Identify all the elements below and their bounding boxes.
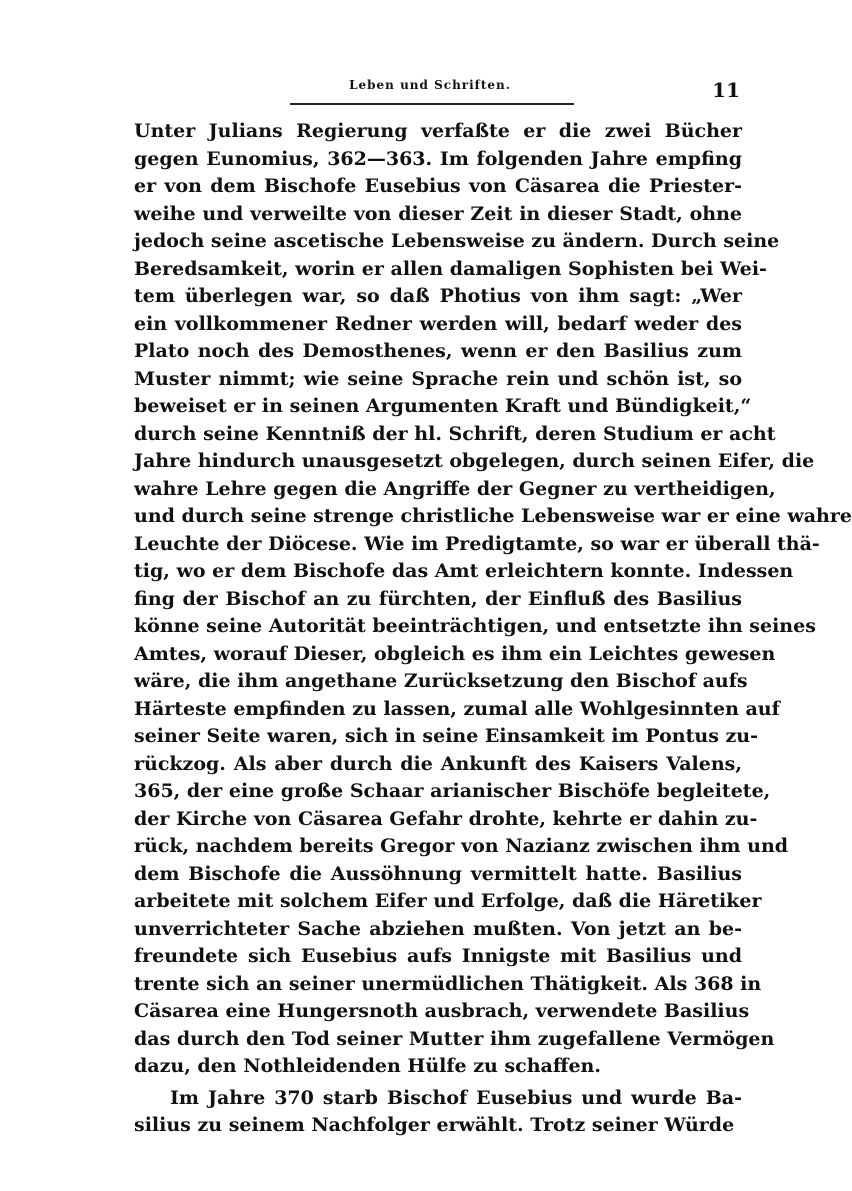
text-line: gegen Eunomius, 362—363. Im folgenden Jahre empfing [134,147,742,170]
text-line: Muster nimmt; wie seine Sprache rein und schön ist, so [134,367,742,390]
text-line: das durch den Tod seiner Mutter ihm zugefallene Vermögen [134,1027,775,1050]
text-line: tem überlegen war, so daß Photius von ihm sagt: „Wer [134,285,742,307]
text-line: Jahre hindurch unausgesetzt obgelegen, durch seinen Eifer, die [134,450,815,472]
body-text [134,118,852,1140]
text-line: der Kirche von Cäsarea Gefahr drohte, kehrte er dahin zu- [134,807,758,830]
text-line: wahre Lehre gegen die Angriffe der Gegner zu vertheidigen, [134,477,776,500]
text-line: er von dem Bischofe Eusebius von Cäsarea die Priester- [134,175,742,197]
text-line: silius zu seinem Nachfolger erwählt. Trotz seiner Würde [134,1114,735,1136]
text-line: und durch seine strenge christliche Lebensweise war er eine wahre [134,505,852,527]
text-line: Härteste empfinden zu lassen, zumal alle Wohlgesinnten auf [134,697,780,720]
text-line: rück, nachdem bereits Gregor von Nazianz zwischen ihm und [134,835,789,857]
text-line: unverrichteter Sache abziehen mußten. Von jetzt an be- [134,917,742,940]
text-line: weihe und verweilte von dieser Zeit in dieser Stadt, ohne [134,202,742,225]
running-title: Leben und Schriften. [349,78,511,92]
text-line: freundete sich Eusebius aufs Innigste mit Basilius und [134,945,742,967]
text-line: könne seine Autorität beeinträchtigen, und entsetzte ihn seines [134,615,816,637]
paragraph [134,1085,742,1140]
text-line: Cäsarea eine Hungersnoth ausbrach, verwendete Basilius [134,1000,750,1022]
text-line: Leuchte der Diöcese. Wie im Predigtamte, so war er überall thä- [134,532,820,555]
text-line: jedoch seine ascetische Lebensweise zu ändern. Durch seine [134,230,780,252]
text-line: fing der Bischof an zu fürchten, der Einfluß des Basilius [134,587,742,610]
text-line: ein vollkommener Redner werden will, bedarf weder des [134,312,742,335]
text-line: rückzog. Als aber durch die Ankunft des Kaisers Valens, [134,752,742,775]
text-line: Unter Julians Regierung verfaßte er die zwei Bücher [134,120,742,142]
text-line: wäre, die ihm angethane Zurücksetzung den Bischof aufs [134,670,748,692]
text-line: trente sich an seiner unermüdlichen Thätigkeit. Als 368 in [134,972,762,995]
text-line: Beredsamkeit, worin er allen damaligen Sophisten bei Wei- [134,257,767,280]
text-line: dem Bischofe die Aussöhnung vermittelt hatte. Basilius [134,862,742,885]
text-line: tig, wo er dem Bischofe das Amt erleichtern konnte. Indessen [134,560,794,582]
text-line: durch seine Kenntniß der hl. Schrift, deren Studium er acht [134,422,776,445]
paragraph [134,118,852,1081]
text-line: arbeitete mit solchem Eifer und Erfolge, daß die Häretiker [134,890,762,912]
text-line: 365, der eine große Schaar arianischer Bischöfe begleitete, [134,780,771,802]
header-rule [290,103,574,105]
text-line: beweiset er in seinen Argumenten Kraft und Bündigkeit,“ [134,395,752,417]
text-line: Plato noch des Demosthenes, wenn er den Basilius zum [134,340,742,362]
text-line: seiner Seite waren, sich in seine Einsamkeit im Pontus zu- [134,725,759,747]
text-line: dazu, den Nothleidenden Hülfe zu schaffen. [134,1055,601,1077]
text-line: Im Jahre 370 starb Bischof Eusebius und wurde Ba- [170,1086,742,1109]
page-number: 11 [712,78,740,102]
text-line: Amtes, worauf Dieser, obgleich es ihm ein Leichtes gewesen [134,642,776,665]
